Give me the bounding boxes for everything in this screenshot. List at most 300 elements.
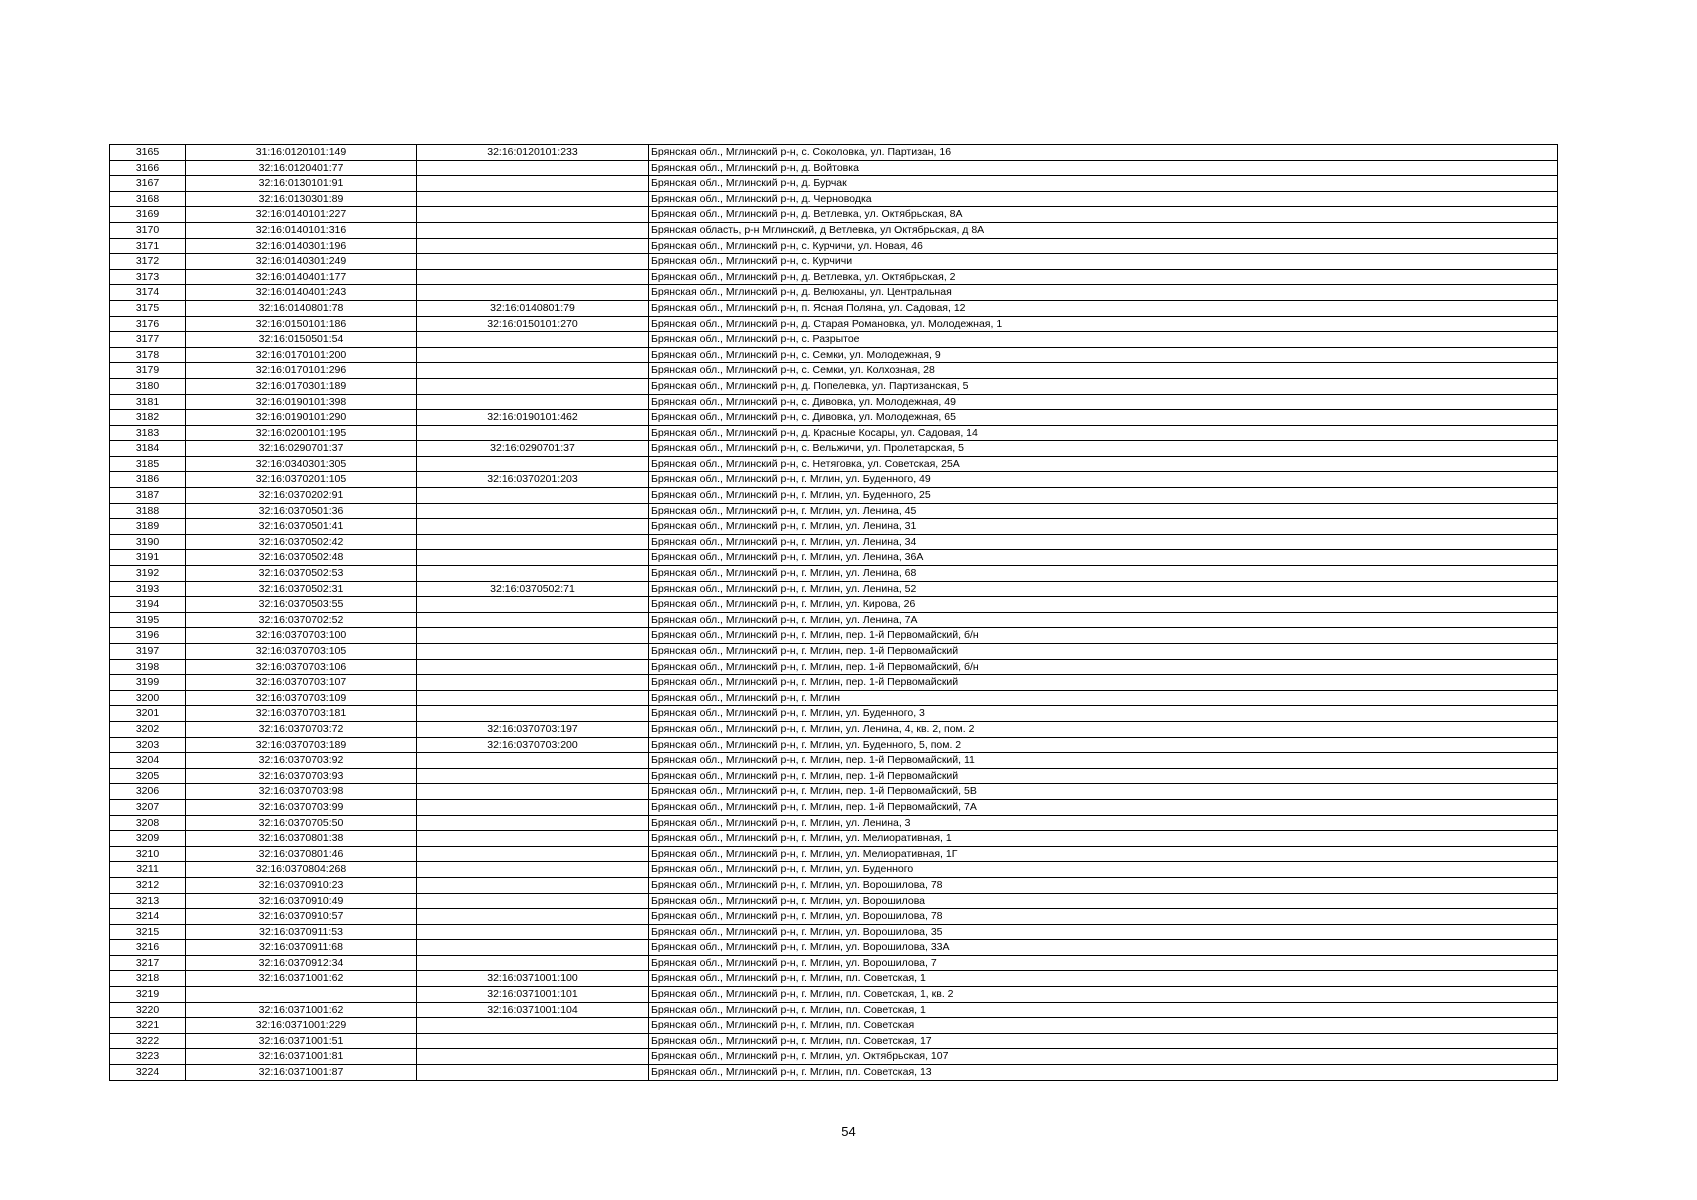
row-number-cell: 3215 bbox=[110, 924, 186, 940]
related-cadastral-number-cell bbox=[417, 207, 649, 223]
address-cell: Брянская обл., Мглинский р-н, с. Семки, ул. Молодежная, 9 bbox=[649, 347, 1558, 363]
table-row bbox=[110, 877, 1558, 893]
related-cadastral-number-cell bbox=[417, 690, 649, 706]
table-row bbox=[110, 1018, 1558, 1034]
address-cell: Брянская обл., Мглинский р-н, г. Мглин, пл. Советская, 1, кв. 2 bbox=[649, 987, 1558, 1003]
address-cell: Брянская обл., Мглинский р-н, п. Ясная Поляна, ул. Садовая, 12 bbox=[649, 300, 1558, 316]
related-cadastral-number-cell bbox=[417, 363, 649, 379]
table-row bbox=[110, 675, 1558, 691]
cadastral-number-cell: 32:16:0370502:31 bbox=[186, 581, 417, 597]
cadastral-number-cell: 32:16:0120401:77 bbox=[186, 160, 417, 176]
address-cell: Брянская обл., Мглинский р-н, с. Вельжичи, ул. Пролетарская, 5 bbox=[649, 441, 1558, 457]
row-number-cell: 3172 bbox=[110, 254, 186, 270]
related-cadastral-number-cell bbox=[417, 597, 649, 613]
row-number-cell: 3167 bbox=[110, 176, 186, 192]
table-row bbox=[110, 566, 1558, 582]
related-cadastral-number-cell bbox=[417, 347, 649, 363]
address-cell: Брянская обл., Мглинский р-н, г. Мглин, ул. Ворошилова, 7 bbox=[649, 955, 1558, 971]
cadastral-number-cell: 31:16:0120101:149 bbox=[186, 145, 417, 161]
table-row bbox=[110, 300, 1558, 316]
cadastral-number-cell: 32:16:0371001:51 bbox=[186, 1033, 417, 1049]
related-cadastral-number-cell bbox=[417, 254, 649, 270]
cadastral-number-cell: 32:16:0370201:105 bbox=[186, 472, 417, 488]
row-number-cell: 3189 bbox=[110, 519, 186, 535]
row-number-cell: 3175 bbox=[110, 300, 186, 316]
cadastral-number-cell: 32:16:0371001:62 bbox=[186, 971, 417, 987]
related-cadastral-number-cell bbox=[417, 394, 649, 410]
row-number-cell: 3207 bbox=[110, 799, 186, 815]
address-cell: Брянская обл., Мглинский р-н, г. Мглин, ул. Ворошилова bbox=[649, 893, 1558, 909]
table-row bbox=[110, 799, 1558, 815]
related-cadastral-number-cell bbox=[417, 332, 649, 348]
row-number-cell: 3219 bbox=[110, 987, 186, 1003]
related-cadastral-number-cell bbox=[417, 1033, 649, 1049]
table-row bbox=[110, 1002, 1558, 1018]
table-row bbox=[110, 846, 1558, 862]
address-cell: Брянская обл., Мглинский р-н, д. Войтовка bbox=[649, 160, 1558, 176]
address-cell: Брянская обл., Мглинский р-н, г. Мглин, ул. Ленина, 3 bbox=[649, 815, 1558, 831]
address-cell: Брянская обл., Мглинский р-н, д. Попелевка, ул. Партизанская, 5 bbox=[649, 378, 1558, 394]
table-row bbox=[110, 737, 1558, 753]
related-cadastral-number-cell bbox=[417, 550, 649, 566]
cadastral-number-cell: 32:16:0340301:305 bbox=[186, 456, 417, 472]
row-number-cell: 3200 bbox=[110, 690, 186, 706]
related-cadastral-number-cell bbox=[417, 893, 649, 909]
cadastral-number-cell: 32:16:0370910:49 bbox=[186, 893, 417, 909]
table-row bbox=[110, 503, 1558, 519]
row-number-cell: 3217 bbox=[110, 955, 186, 971]
row-number-cell: 3185 bbox=[110, 456, 186, 472]
table-row bbox=[110, 456, 1558, 472]
row-number-cell: 3198 bbox=[110, 659, 186, 675]
cadastral-number-cell: 32:16:0150501:54 bbox=[186, 332, 417, 348]
table-row bbox=[110, 1049, 1558, 1065]
table-row bbox=[110, 659, 1558, 675]
row-number-cell: 3212 bbox=[110, 877, 186, 893]
row-number-cell: 3195 bbox=[110, 612, 186, 628]
related-cadastral-number-cell bbox=[417, 940, 649, 956]
related-cadastral-number-cell: 32:16:0371001:101 bbox=[417, 987, 649, 1003]
cadastral-number-cell: 32:16:0370801:38 bbox=[186, 831, 417, 847]
cadastral-number-cell: 32:16:0190101:290 bbox=[186, 410, 417, 426]
related-cadastral-number-cell: 32:16:0371001:100 bbox=[417, 971, 649, 987]
row-number-cell: 3194 bbox=[110, 597, 186, 613]
property-table bbox=[109, 144, 1558, 1081]
address-cell: Брянская обл., Мглинский р-н, г. Мглин, пер. 1-й Первомайский, 11 bbox=[649, 753, 1558, 769]
related-cadastral-number-cell bbox=[417, 644, 649, 660]
cadastral-number-cell: 32:16:0140801:78 bbox=[186, 300, 417, 316]
table-row bbox=[110, 987, 1558, 1003]
address-cell: Брянская обл., Мглинский р-н, г. Мглин, пл. Советская, 13 bbox=[649, 1065, 1558, 1081]
address-cell: Брянская обл., Мглинский р-н, с. Разрытое bbox=[649, 332, 1558, 348]
table-row bbox=[110, 238, 1558, 254]
row-number-cell: 3193 bbox=[110, 581, 186, 597]
address-cell: Брянская обл., Мглинский р-н, г. Мглин, пер. 1-й Первомайский, 7А bbox=[649, 799, 1558, 815]
row-number-cell: 3196 bbox=[110, 628, 186, 644]
cadastral-number-cell: 32:16:0370703:189 bbox=[186, 737, 417, 753]
address-cell: Брянская обл., Мглинский р-н, г. Мглин, ул. Ворошилова, 35 bbox=[649, 924, 1558, 940]
related-cadastral-number-cell bbox=[417, 659, 649, 675]
cadastral-number-cell: 32:16:0370911:53 bbox=[186, 924, 417, 940]
related-cadastral-number-cell bbox=[417, 534, 649, 550]
related-cadastral-number-cell bbox=[417, 612, 649, 628]
cadastral-number-cell: 32:16:0371001:229 bbox=[186, 1018, 417, 1034]
row-number-cell: 3171 bbox=[110, 238, 186, 254]
table-row bbox=[110, 441, 1558, 457]
cadastral-number-cell: 32:16:0370705:50 bbox=[186, 815, 417, 831]
related-cadastral-number-cell bbox=[417, 519, 649, 535]
row-number-cell: 3168 bbox=[110, 191, 186, 207]
table-row bbox=[110, 831, 1558, 847]
related-cadastral-number-cell bbox=[417, 425, 649, 441]
cadastral-number-cell: 32:16:0140401:243 bbox=[186, 285, 417, 301]
related-cadastral-number-cell bbox=[417, 768, 649, 784]
table-row bbox=[110, 644, 1558, 660]
related-cadastral-number-cell bbox=[417, 909, 649, 925]
cadastral-number-cell bbox=[186, 987, 417, 1003]
row-number-cell: 3211 bbox=[110, 862, 186, 878]
address-cell: Брянская обл., Мглинский р-н, г. Мглин, ул. Октябрьская, 107 bbox=[649, 1049, 1558, 1065]
cadastral-number-cell: 32:16:0190101:398 bbox=[186, 394, 417, 410]
related-cadastral-number-cell bbox=[417, 160, 649, 176]
row-number-cell: 3166 bbox=[110, 160, 186, 176]
cadastral-number-cell: 32:16:0370502:53 bbox=[186, 566, 417, 582]
table-row bbox=[110, 597, 1558, 613]
cadastral-number-cell: 32:16:0170101:296 bbox=[186, 363, 417, 379]
address-cell: Брянская обл., Мглинский р-н, г. Мглин, ул. Ленина, 52 bbox=[649, 581, 1558, 597]
cadastral-number-cell: 32:16:0370703:100 bbox=[186, 628, 417, 644]
cadastral-number-cell: 32:16:0370502:42 bbox=[186, 534, 417, 550]
related-cadastral-number-cell bbox=[417, 815, 649, 831]
table-row bbox=[110, 940, 1558, 956]
cadastral-number-cell: 32:16:0370703:109 bbox=[186, 690, 417, 706]
related-cadastral-number-cell bbox=[417, 269, 649, 285]
cadastral-number-cell: 32:16:0370910:57 bbox=[186, 909, 417, 925]
address-cell: Брянская обл., Мглинский р-н, г. Мглин, ул. Ленина, 45 bbox=[649, 503, 1558, 519]
cadastral-number-cell: 32:16:0370703:98 bbox=[186, 784, 417, 800]
cadastral-number-cell: 32:16:0370703:72 bbox=[186, 721, 417, 737]
row-number-cell: 3223 bbox=[110, 1049, 186, 1065]
related-cadastral-number-cell bbox=[417, 753, 649, 769]
cadastral-number-cell: 32:16:0370910:23 bbox=[186, 877, 417, 893]
row-number-cell: 3206 bbox=[110, 784, 186, 800]
cadastral-number-cell: 32:16:0140301:249 bbox=[186, 254, 417, 270]
address-cell: Брянская обл., Мглинский р-н, г. Мглин, пл. Советская bbox=[649, 1018, 1558, 1034]
table-body bbox=[110, 145, 1558, 1081]
row-number-cell: 3209 bbox=[110, 831, 186, 847]
row-number-cell: 3216 bbox=[110, 940, 186, 956]
address-cell: Брянская обл., Мглинский р-н, г. Мглин, ул. Буденного bbox=[649, 862, 1558, 878]
address-cell: Брянская обл., Мглинский р-н, д. Красные Косары, ул. Садовая, 14 bbox=[649, 425, 1558, 441]
related-cadastral-number-cell bbox=[417, 1018, 649, 1034]
row-number-cell: 3213 bbox=[110, 893, 186, 909]
address-cell: Брянская обл., Мглинский р-н, г. Мглин, ул. Ворошилова, 78 bbox=[649, 877, 1558, 893]
cadastral-number-cell: 32:16:0290701:37 bbox=[186, 441, 417, 457]
cadastral-number-cell: 32:16:0371001:87 bbox=[186, 1065, 417, 1081]
table-row bbox=[110, 145, 1558, 161]
address-cell: Брянская обл., Мглинский р-н, г. Мглин, ул. Ленина, 7А bbox=[649, 612, 1558, 628]
address-cell: Брянская обл., Мглинский р-н, д. Велюханы, ул. Центральная bbox=[649, 285, 1558, 301]
row-number-cell: 3174 bbox=[110, 285, 186, 301]
row-number-cell: 3218 bbox=[110, 971, 186, 987]
cadastral-number-cell: 32:16:0371001:81 bbox=[186, 1049, 417, 1065]
related-cadastral-number-cell bbox=[417, 488, 649, 504]
address-cell: Брянская обл., Мглинский р-н, г. Мглин, ул. Ворошилова, 78 bbox=[649, 909, 1558, 925]
table-row bbox=[110, 347, 1558, 363]
row-number-cell: 3210 bbox=[110, 846, 186, 862]
row-number-cell: 3221 bbox=[110, 1018, 186, 1034]
table-row bbox=[110, 815, 1558, 831]
related-cadastral-number-cell: 32:16:0370703:197 bbox=[417, 721, 649, 737]
related-cadastral-number-cell bbox=[417, 877, 649, 893]
row-number-cell: 3180 bbox=[110, 378, 186, 394]
cadastral-number-cell: 32:16:0140101:316 bbox=[186, 222, 417, 238]
cadastral-number-cell: 32:16:0370503:55 bbox=[186, 597, 417, 613]
related-cadastral-number-cell: 32:16:0120101:233 bbox=[417, 145, 649, 161]
related-cadastral-number-cell bbox=[417, 955, 649, 971]
cadastral-number-cell: 32:16:0370501:41 bbox=[186, 519, 417, 535]
table-row bbox=[110, 784, 1558, 800]
table-row bbox=[110, 753, 1558, 769]
related-cadastral-number-cell: 32:16:0370502:71 bbox=[417, 581, 649, 597]
row-number-cell: 3220 bbox=[110, 1002, 186, 1018]
cadastral-number-cell: 32:16:0370202:91 bbox=[186, 488, 417, 504]
related-cadastral-number-cell bbox=[417, 285, 649, 301]
table-row bbox=[110, 768, 1558, 784]
address-cell: Брянская обл., Мглинский р-н, с. Курчичи bbox=[649, 254, 1558, 270]
cadastral-number-cell: 32:16:0370703:106 bbox=[186, 659, 417, 675]
table-row bbox=[110, 519, 1558, 535]
related-cadastral-number-cell bbox=[417, 846, 649, 862]
related-cadastral-number-cell bbox=[417, 628, 649, 644]
row-number-cell: 3181 bbox=[110, 394, 186, 410]
row-number-cell: 3173 bbox=[110, 269, 186, 285]
table-row bbox=[110, 285, 1558, 301]
related-cadastral-number-cell bbox=[417, 831, 649, 847]
table-row bbox=[110, 1033, 1558, 1049]
address-cell: Брянская обл., Мглинский р-н, г. Мглин, пер. 1-й Первомайский bbox=[649, 644, 1558, 660]
related-cadastral-number-cell: 32:16:0371001:104 bbox=[417, 1002, 649, 1018]
table-row bbox=[110, 550, 1558, 566]
table-row bbox=[110, 534, 1558, 550]
address-cell: Брянская обл., Мглинский р-н, г. Мглин, ул. Ленина, 34 bbox=[649, 534, 1558, 550]
row-number-cell: 3165 bbox=[110, 145, 186, 161]
row-number-cell: 3199 bbox=[110, 675, 186, 691]
table-row bbox=[110, 893, 1558, 909]
cadastral-number-cell: 32:16:0130101:91 bbox=[186, 176, 417, 192]
address-cell: Брянская обл., Мглинский р-н, г. Мглин bbox=[649, 690, 1558, 706]
table-row bbox=[110, 706, 1558, 722]
table-row bbox=[110, 269, 1558, 285]
table-row bbox=[110, 1065, 1558, 1081]
address-cell: Брянская обл., Мглинский р-н, г. Мглин, ул. Ленина, 68 bbox=[649, 566, 1558, 582]
related-cadastral-number-cell: 32:16:0140801:79 bbox=[417, 300, 649, 316]
address-cell: Брянская обл., Мглинский р-н, с. Курчичи, ул. Новая, 46 bbox=[649, 238, 1558, 254]
related-cadastral-number-cell bbox=[417, 378, 649, 394]
related-cadastral-number-cell: 32:16:0290701:37 bbox=[417, 441, 649, 457]
address-cell: Брянская обл., Мглинский р-н, г. Мглин, ул. Ворошилова, 33А bbox=[649, 940, 1558, 956]
cadastral-number-cell: 32:16:0370703:107 bbox=[186, 675, 417, 691]
address-cell: Брянская обл., Мглинский р-н, д. Бурчак bbox=[649, 176, 1558, 192]
address-cell: Брянская обл., Мглинский р-н, г. Мглин, ул. Кирова, 26 bbox=[649, 597, 1558, 613]
table-row bbox=[110, 176, 1558, 192]
cadastral-number-cell: 32:16:0170301:189 bbox=[186, 378, 417, 394]
related-cadastral-number-cell bbox=[417, 222, 649, 238]
related-cadastral-number-cell bbox=[417, 784, 649, 800]
address-cell: Брянская обл., Мглинский р-н, г. Мглин, пер. 1-й Первомайский bbox=[649, 675, 1558, 691]
address-cell: Брянская обл., Мглинский р-н, г. Мглин, пер. 1-й Первомайский, б/н bbox=[649, 659, 1558, 675]
address-cell: Брянская обл., Мглинский р-н, с. Соколовка, ул. Партизан, 16 bbox=[649, 145, 1558, 161]
row-number-cell: 3202 bbox=[110, 721, 186, 737]
address-cell: Брянская обл., Мглинский р-н, г. Мглин, ул. Мелиоративная, 1 bbox=[649, 831, 1558, 847]
row-number-cell: 3208 bbox=[110, 815, 186, 831]
row-number-cell: 3201 bbox=[110, 706, 186, 722]
address-cell: Брянская обл., Мглинский р-н, д. Ветлевка, ул. Октябрьская, 8А bbox=[649, 207, 1558, 223]
related-cadastral-number-cell: 32:16:0190101:462 bbox=[417, 410, 649, 426]
table-row bbox=[110, 488, 1558, 504]
related-cadastral-number-cell bbox=[417, 503, 649, 519]
related-cadastral-number-cell bbox=[417, 1065, 649, 1081]
address-cell: Брянская обл., Мглинский р-н, г. Мглин, пл. Советская, 1 bbox=[649, 1002, 1558, 1018]
table-row bbox=[110, 971, 1558, 987]
cadastral-number-cell: 32:16:0370912:34 bbox=[186, 955, 417, 971]
table-row bbox=[110, 160, 1558, 176]
cadastral-number-cell: 32:16:0370501:36 bbox=[186, 503, 417, 519]
table-row bbox=[110, 207, 1558, 223]
cadastral-number-cell: 32:16:0200101:195 bbox=[186, 425, 417, 441]
address-cell: Брянская обл., Мглинский р-н, г. Мглин, пер. 1-й Первомайский, б/н bbox=[649, 628, 1558, 644]
cadastral-number-cell: 32:16:0371001:62 bbox=[186, 1002, 417, 1018]
related-cadastral-number-cell bbox=[417, 1049, 649, 1065]
cadastral-number-cell: 32:16:0370702:52 bbox=[186, 612, 417, 628]
table-row bbox=[110, 191, 1558, 207]
table-row bbox=[110, 628, 1558, 644]
cadastral-number-cell: 32:16:0370703:93 bbox=[186, 768, 417, 784]
address-cell: Брянская обл., Мглинский р-н, г. Мглин, ул. Буденного, 5, пом. 2 bbox=[649, 737, 1558, 753]
cadastral-number-cell: 32:16:0370804:268 bbox=[186, 862, 417, 878]
row-number-cell: 3203 bbox=[110, 737, 186, 753]
table-row bbox=[110, 410, 1558, 426]
address-cell: Брянская обл., Мглинский р-н, г. Мглин, ул. Буденного, 3 bbox=[649, 706, 1558, 722]
row-number-cell: 3183 bbox=[110, 425, 186, 441]
address-cell: Брянская обл., Мглинский р-н, г. Мглин, ул. Буденного, 49 bbox=[649, 472, 1558, 488]
row-number-cell: 3188 bbox=[110, 503, 186, 519]
related-cadastral-number-cell bbox=[417, 176, 649, 192]
related-cadastral-number-cell bbox=[417, 566, 649, 582]
related-cadastral-number-cell bbox=[417, 862, 649, 878]
address-cell: Брянская обл., Мглинский р-н, г. Мглин, ул. Ленина, 4, кв. 2, пом. 2 bbox=[649, 721, 1558, 737]
address-cell: Брянская обл., Мглинский р-н, г. Мглин, ул. Буденного, 25 bbox=[649, 488, 1558, 504]
row-number-cell: 3191 bbox=[110, 550, 186, 566]
cadastral-number-cell: 32:16:0370911:68 bbox=[186, 940, 417, 956]
row-number-cell: 3224 bbox=[110, 1065, 186, 1081]
table-row bbox=[110, 394, 1558, 410]
row-number-cell: 3222 bbox=[110, 1033, 186, 1049]
address-cell: Брянская обл., Мглинский р-н, г. Мглин, ул. Мелиоративная, 1Г bbox=[649, 846, 1558, 862]
table-row bbox=[110, 924, 1558, 940]
cadastral-number-cell: 32:16:0140401:177 bbox=[186, 269, 417, 285]
row-number-cell: 3204 bbox=[110, 753, 186, 769]
table-row bbox=[110, 690, 1558, 706]
cadastral-number-cell: 32:16:0130301:89 bbox=[186, 191, 417, 207]
row-number-cell: 3184 bbox=[110, 441, 186, 457]
related-cadastral-number-cell bbox=[417, 706, 649, 722]
row-number-cell: 3197 bbox=[110, 644, 186, 660]
table-row bbox=[110, 909, 1558, 925]
row-number-cell: 3186 bbox=[110, 472, 186, 488]
table-row bbox=[110, 612, 1558, 628]
related-cadastral-number-cell bbox=[417, 675, 649, 691]
table-row bbox=[110, 378, 1558, 394]
related-cadastral-number-cell bbox=[417, 238, 649, 254]
table-row bbox=[110, 472, 1558, 488]
table-row bbox=[110, 316, 1558, 332]
address-cell: Брянская обл., Мглинский р-н, г. Мглин, ул. Ленина, 31 bbox=[649, 519, 1558, 535]
cadastral-number-cell: 32:16:0370703:181 bbox=[186, 706, 417, 722]
row-number-cell: 3179 bbox=[110, 363, 186, 379]
table-row bbox=[110, 332, 1558, 348]
related-cadastral-number-cell bbox=[417, 191, 649, 207]
address-cell: Брянская обл., Мглинский р-н, д. Старая Романовка, ул. Молодежная, 1 bbox=[649, 316, 1558, 332]
address-cell: Брянская обл., Мглинский р-н, г. Мглин, ул. Ленина, 36А bbox=[649, 550, 1558, 566]
cadastral-number-cell: 32:16:0370801:46 bbox=[186, 846, 417, 862]
cadastral-number-cell: 32:16:0370703:105 bbox=[186, 644, 417, 660]
row-number-cell: 3170 bbox=[110, 222, 186, 238]
table-row bbox=[110, 254, 1558, 270]
cadastral-number-cell: 32:16:0370703:92 bbox=[186, 753, 417, 769]
row-number-cell: 3190 bbox=[110, 534, 186, 550]
related-cadastral-number-cell bbox=[417, 799, 649, 815]
address-cell: Брянская обл., Мглинский р-н, г. Мглин, пер. 1-й Первомайский bbox=[649, 768, 1558, 784]
table-row bbox=[110, 425, 1558, 441]
cadastral-number-cell: 32:16:0140101:227 bbox=[186, 207, 417, 223]
related-cadastral-number-cell bbox=[417, 924, 649, 940]
cadastral-number-cell: 32:16:0150101:186 bbox=[186, 316, 417, 332]
address-cell: Брянская обл., Мглинский р-н, д. Черноводка bbox=[649, 191, 1558, 207]
row-number-cell: 3214 bbox=[110, 909, 186, 925]
address-cell: Брянская обл., Мглинский р-н, с. Нетяговка, ул. Советская, 25А bbox=[649, 456, 1558, 472]
table-row bbox=[110, 721, 1558, 737]
row-number-cell: 3187 bbox=[110, 488, 186, 504]
table-row bbox=[110, 581, 1558, 597]
row-number-cell: 3176 bbox=[110, 316, 186, 332]
address-cell: Брянская обл., Мглинский р-н, с. Дивовка, ул. Молодежная, 49 bbox=[649, 394, 1558, 410]
address-cell: Брянская обл., Мглинский р-н, г. Мглин, пл. Советская, 1 bbox=[649, 971, 1558, 987]
address-cell: Брянская обл., Мглинский р-н, г. Мглин, пл. Советская, 17 bbox=[649, 1033, 1558, 1049]
table-row bbox=[110, 222, 1558, 238]
row-number-cell: 3182 bbox=[110, 410, 186, 426]
row-number-cell: 3169 bbox=[110, 207, 186, 223]
address-cell: Брянская обл., Мглинский р-н, г. Мглин, пер. 1-й Первомайский, 5В bbox=[649, 784, 1558, 800]
related-cadastral-number-cell: 32:16:0370201:203 bbox=[417, 472, 649, 488]
row-number-cell: 3205 bbox=[110, 768, 186, 784]
cadastral-number-cell: 32:16:0140301:196 bbox=[186, 238, 417, 254]
address-cell: Брянская область, р-н Мглинский, д Ветлевка, ул Октябрьская, д 8А bbox=[649, 222, 1558, 238]
related-cadastral-number-cell: 32:16:0150101:270 bbox=[417, 316, 649, 332]
related-cadastral-number-cell: 32:16:0370703:200 bbox=[417, 737, 649, 753]
table-row bbox=[110, 862, 1558, 878]
page-number: 54 bbox=[841, 1124, 856, 1139]
table-row bbox=[110, 955, 1558, 971]
row-number-cell: 3177 bbox=[110, 332, 186, 348]
cadastral-number-cell: 32:16:0170101:200 bbox=[186, 347, 417, 363]
address-cell: Брянская обл., Мглинский р-н, с. Дивовка, ул. Молодежная, 65 bbox=[649, 410, 1558, 426]
related-cadastral-number-cell bbox=[417, 456, 649, 472]
cadastral-number-cell: 32:16:0370502:48 bbox=[186, 550, 417, 566]
row-number-cell: 3192 bbox=[110, 566, 186, 582]
row-number-cell: 3178 bbox=[110, 347, 186, 363]
table-row bbox=[110, 363, 1558, 379]
